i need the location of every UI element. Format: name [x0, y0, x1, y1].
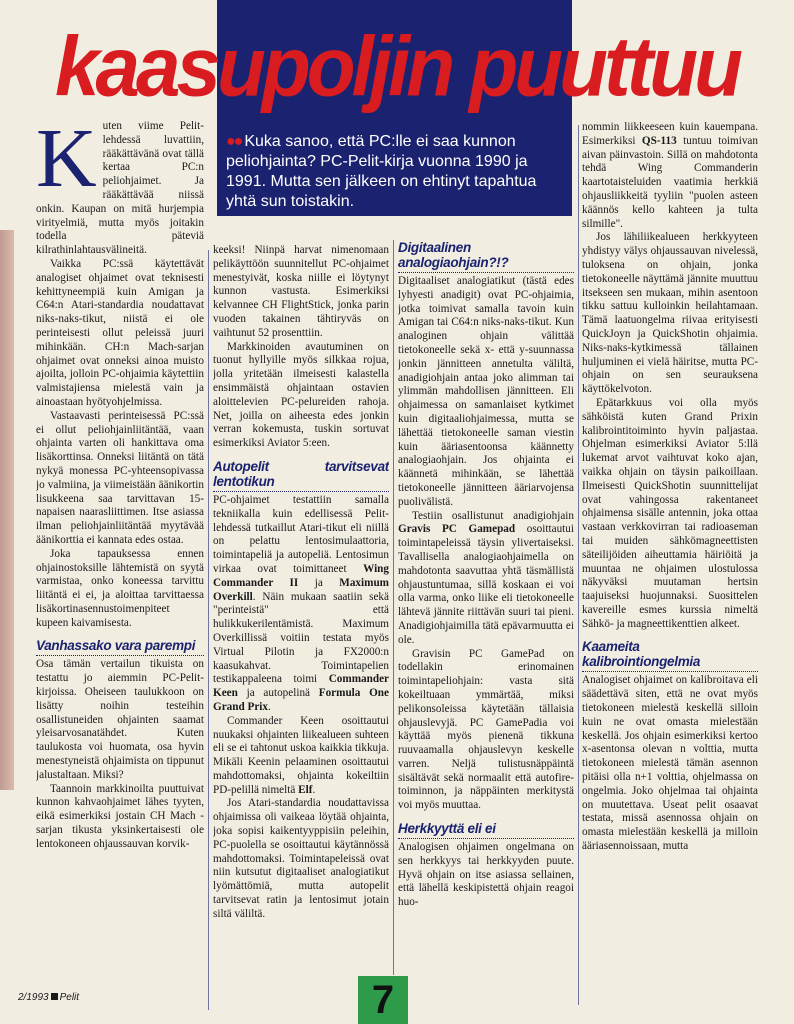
text-run: osoittautui toimintapeleissä täysin ylivertaiseksi. Tavallisella analogiaohjaimella on mahdotonta saavuttaa yhtä täsmällistä ohjaustuntumaa, sillä koskaan ei voi olla varma, onko liike eli tietokoneelle lähtevä jännite riittävän suuri tai pieni. Anadigiohjaimilla tätä epävarmuutta ei ole. — [398, 523, 574, 646]
paragraph: Epätarkkuus voi olla myös sähköistä kuten Grand Prixin kalibrointitoiminto hyvin paljastaa. Ohjelman esimerkiksi Aviator 5:llä lukemat arvot vaihtuvat koko ajan, vaikka ohjain on täysin paikoillaan. Ilmeisesti QuickShotin suunnittelijat ovat vahingossa rakentaneet ohjaimensa sisälle antennin, joka ottaa vastaan verkkovirran tai radioaseman tai muiden sähkömagneettisten säteilijöiden aiheuttamia häiriöitä ja muuntaa ne ohjaimen ulostulossa näkyväksi muutaman hertsin taajuiseksi huojunnaksi. Suosittelen kavereille esmes kurssia nimeltä Sähkö- ja magneettikenttien alkeet. — [582, 396, 758, 630]
game-title: Elf — [298, 783, 313, 796]
lead-text: Kuka sanoo, että PC:lle ei saa kunnon peliohjainta? PC-Pelit-kirja vuonna 1990 ja 1991. Mutta sen jälkeen on ehtinyt tapahtua yhtä sun toistakin. — [226, 133, 537, 210]
photo-edge — [0, 230, 14, 790]
game-title: Maximum Overkill — [213, 576, 389, 603]
game-title: Formula One Grand Prix — [213, 687, 389, 713]
drop-cap: K — [36, 120, 97, 205]
paragraph — [213, 494, 389, 715]
paragraph: Vaikka PC:ssä käytettävät analogiset ohjaimet ovat teknisesti kehittyneempiä kuin Amigan ja C64:n Atari-standardia noudattavat niks-naks-tikut, niistä ei ole perinteisesti ollut peleissä juuri mihinkään. CH:n Mach-sarjan ohjaimet ovat onneksi ainoa muisto ajoilta, jolloin PC-ohjaimia käytettiin valmistajiensa mielestä vain ja ainoastaan hyötyohjelmissa. — [36, 257, 204, 408]
text-run: PC-ohjaimet testattiin samalla tekniikalla kuin edellisessä Pelit-lehdessä tutkaillut Atari-tikut eli niillä on pelattu lentosimulaattoria, toimintapeliä ja autopeliä. Lentosimun virkaa ovat toimittaneet — [213, 493, 389, 575]
column-1 — [36, 120, 204, 1005]
column-rule — [208, 250, 209, 1010]
paragraph: Vastaavasti perinteisessä PC:ssä ei ollut peliohjainliitäntää, vaan ohjainta varten oli hankittava oma lisäkorttinsa. Onneksi liitäntä on tätä nykyä monessa PC-yhteensopivassa jo valmiina, ja viimeistään äänikortin lisukkeena saa tarvittavan 15-napaisen naarasliittimen. Itse asiassa ilman peliohjainliitäntää myytävää äänikorttia ei kannata edes ostaa. — [36, 409, 204, 546]
square-bullet — [51, 993, 58, 1000]
game-title: Commander Keen — [213, 673, 389, 700]
subheading: Autopelit tarvitsevat lentotikun — [213, 459, 389, 492]
paragraph — [398, 510, 574, 648]
subheading: Vanhassako vara parempi — [36, 638, 204, 656]
product-name: Gravis PC Gamepad — [398, 523, 516, 536]
subheading: Digitaalinen analogiaohjain?!? — [398, 240, 574, 273]
column-2 — [213, 244, 389, 1009]
text-run: ja autopelinä — [237, 687, 319, 700]
bullet-dots: ●● — [226, 133, 242, 150]
text-run: . Näin mukaan saatiin sekä "perinteistä" että hulikkukerilentämistä. Maximum Overkillissä voitiin testata myös Virtual Pilotin ja FX2000:n kaasukahvat. Toimintapelien testikappaleena toimi — [213, 590, 389, 686]
subheading: Kaameita kalibrointiongelmia — [582, 639, 758, 672]
paragraph: uten viime Pelit-lehdessä luvattiin, rääkättävänä ovat tällä kertaa PC:n peliohjaimet. Ja rääkättävää niissä onkin. Kaupan on mitä hurjempia virityelmiä, mutta myös joitakin todella päteviä kilrathinlahtausvälineitä. — [36, 120, 204, 257]
paragraph: Taannoin markkinoilta puuttuivat kunnon kahvaohjaimet lähes tyyten, eikä esimerkiksi jostain CH Mach -sarjan tikusta yksinkertaisesti ole lentokoneen ohjaussauvan korvik- — [36, 782, 204, 850]
text-run: . — [268, 700, 271, 713]
page-number: 7 — [358, 976, 408, 1024]
paragraph: Gravisin PC GamePad on todellakin erinomainen toimintapeliohjain: vasta sitä kokeiltuaan ymmärtää, miksi pelikonsoleissa käytetään tällaisia ohjauslevyjä. PC GamePadia voi käyttää myös pienenä tikkuna ruuvaamalla ohjauslevyn keskelle varren. Neljä tulistusnäppäintä sisältävät sekä normaalit että autofire-toiminnon, ja näppäinten merkitystä voi myös muuttaa. — [398, 647, 574, 812]
text-run: Commander Keen osoittautui nuukaksi ohjainten liikealueen suhteen eli se ei tahtonut uskoa kaikkia tikkuja. Mikäli Keenin pelaaminen osoittautui mahdottomaksi, ohjainta kokeiltiin PD-pelillä nimeltä — [213, 714, 389, 796]
paragraph — [582, 121, 758, 231]
text-run: tuntuu toimivan aivan päinvastoin. Sillä on mahdotonta tehdä Wing Commanderin kaartotaisteluiden vaatimia herkkiä ohjausliikkeitä tyyliin "puolen asteen käännös kello kahteen ja tulta silmille". — [582, 134, 758, 230]
paragraph: Osa tämän vertailun tikuista on testattu jo aiemmin PC-Pelit-kirjoissa. Oheiseen taulukkoon on lisätty noihin testeihin osallistuneiden ohjainten saamat yleisarvosanatähdet. Kuten taulukosta voi huomata, osa hyvin menestyneistä ohjaimista on tippunut jalustaltaan. Miksi? — [36, 658, 204, 781]
paragraph: Jos Atari-standardia noudattavissa ohjaimissa oli vaikeaa löytää ohjainta, joka sopisi kaikentyyppisiin peleihin, PC-puolella se osoittautui käytännössä mahdottomaksi. Toimintapeleissä ovat niin kutsutut digitaaliset analogiatikut lyömättömiä, mutta autopelit tarvitsevat ratin ja lentosimut jotain siltä väliltä. — [213, 797, 389, 920]
product-name: QS-113 — [641, 134, 677, 147]
paragraph: Analogisen ohjaimen ongelmana on sen herkkyys tai herkkyyden puute. Hyvä ohjain on itse asiassa sellainen, että lähellä keskipistettä ohjain reagoi huo- — [398, 841, 574, 909]
column-3 — [398, 240, 574, 1010]
paragraph: Analogiset ohjaimet on kalibroitava eli säädettävä siten, että ne ovat myös tietokoneen mielestä keskellä silloin kuin ne ovat omasta mielestään keskellä. Jos ohjain esimerkiksi kertoo x-asentonsa olevan n volttia, mutta tietokoneen mielestä tämän asennon pitäisi olla n+1 volttia, ohjelmassa on ongelmia. Joko ohjelmaa tai ohjainta on muutettava. Useat pelit osaavat testata, missä asennossa ohjain on omasta mielestään keskellä ja milloin ääriasennoissaan, mutta — [582, 674, 758, 853]
headline: kaasupoljin puuttuu — [55, 19, 739, 114]
text-run: Testiin osallistunut anadigiohjain — [412, 509, 574, 522]
paragraph: Digitaaliset analogiatikut (tästä edes lyhyesti anadigit) ovat PC-ohjaimia, jotka toimivat samalla tavoin kuin Amigan tai C64:n niks-naks-tikut. Kun analoginen ohjain välittää tietokoneelle sekä x- että y-suunnassa jonkin jännitteen annetulta väliltä, anadigiohjain antaa joko alimman tai ylimmän mahdollisen jännitteen. Eli ohjaimessa on samanlaiset kytkimet kuin digitaaliohjaimessa, mutta se lähettää tietokoneelle saman viestin kuin ääriasentoonsa käännetty analogiaohjain. Jos ohjainta ei käännetä mihinkään, se lähettää tietokoneelle jännitteen ääriarvojensa puolivälistä. — [398, 275, 574, 508]
subheading: Herkkyyttä eli ei — [398, 821, 574, 839]
paragraph: Markkinoiden avautuminen on tuonut hyllyille myös silkkaa rojua, jolla yritetään ilmeisesti kalastella ensimmäistä ohjaintaan ostavien aloittelevien PC-pelureiden rahoja. Net, joilla on aiheesta edes jonkin verran kokemusta, tuskin sortuvat esimerkiksi Aviator 5:een. — [213, 340, 389, 450]
paragraph — [213, 715, 389, 798]
text-run: nommin liikkeeseen kuin kauempana. Esimerkiksi — [582, 121, 758, 147]
text-run: . — [312, 783, 316, 796]
column-4 — [582, 121, 758, 941]
magazine-name: Pelit — [59, 992, 80, 1003]
paragraph: Joka tapauksessa ennen ohjainostoksille lähtemistä on syytä varmistaa, onko koneessa tarvittu liitäntä ei ei, ja aloittaa tarvittaessa lisäkortinasennustoimenpiteet kupeen kaivamisesta. — [36, 547, 204, 629]
paragraph: Jos lähiliikealueen herkkyyteen yhdistyy välys ohjaussauvan nivelessä, tuloksena on ohjain, jonka tietokoneelle näyttämä jännite muuttuu itsekseen sen mukaan, mihin asentoon tikku sattuu kulloinkin heilahtamaan. Tämä laatuongelma riivaa erityisesti QuickJoyn ja QuickShotin ohjaimia. Niks-naks-kytkimessä tällainen huljuminen ei vielä häiritse, mutta PC-ohjain on sen seurauksena käyttökelvoton. — [582, 231, 758, 396]
text-run: ja — [298, 576, 340, 589]
column-rule — [393, 240, 394, 975]
lead-paragraph — [226, 132, 562, 212]
issue-number: 2/1993 — [18, 992, 49, 1003]
paragraph: keeksi! Niinpä harvat nimenomaan pelikäyttöön suunnitellut PC-ohjaimet menestyivät, koska niille ei löytynyt kunnon vastusta. Esimerkiksi kelvannee CH FlightStick, jonka parin vuoden takainen tähtiryväs on vaihtunut 52 prosenttiin. — [213, 244, 389, 339]
column-rule — [578, 125, 579, 1005]
footer — [18, 992, 79, 1003]
game-title: Wing Commander II — [213, 562, 389, 589]
